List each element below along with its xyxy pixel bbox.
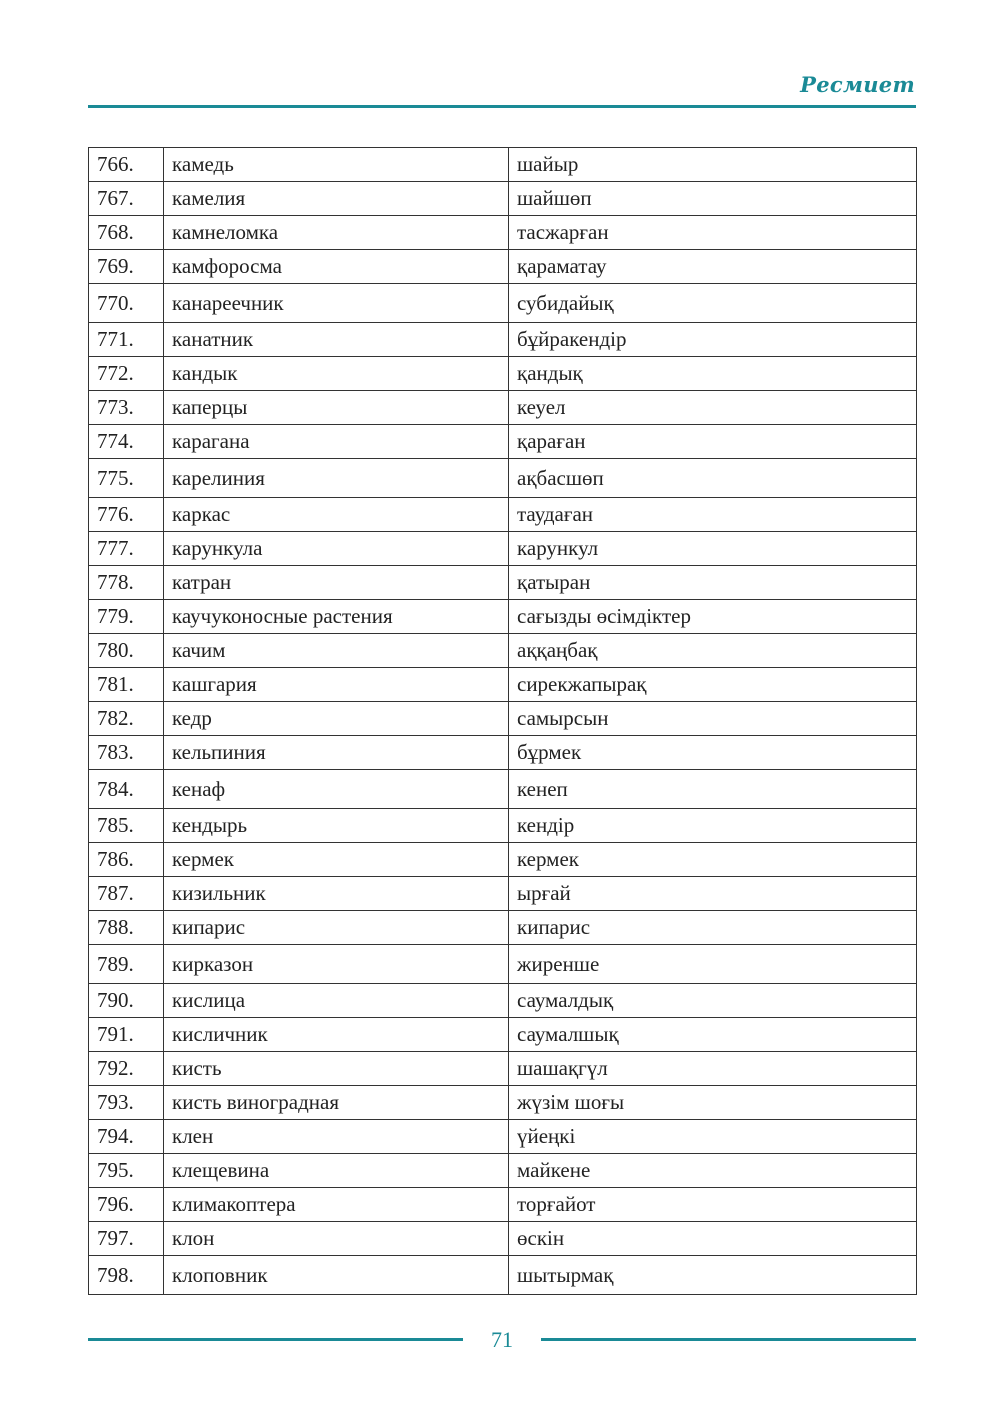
- table-row: [89, 284, 917, 323]
- kazakh-term: қандық: [509, 357, 917, 391]
- table-row: [89, 532, 917, 566]
- entry-number: 794.: [89, 1120, 164, 1154]
- kazakh-term: ырғай: [509, 877, 917, 911]
- russian-term: климакоптера: [164, 1188, 509, 1222]
- kazakh-term: аққаңбақ: [509, 634, 917, 668]
- kazakh-term: майкене: [509, 1154, 917, 1188]
- kazakh-term: сирекжапырақ: [509, 668, 917, 702]
- table-row: [89, 1188, 917, 1222]
- entry-number: 791.: [89, 1018, 164, 1052]
- russian-term: карагана: [164, 425, 509, 459]
- russian-term: каучуконосные растения: [164, 600, 509, 634]
- table-row: [89, 911, 917, 945]
- table-row: [89, 736, 917, 770]
- kazakh-term: жиренше: [509, 945, 917, 984]
- entry-number: 774.: [89, 425, 164, 459]
- entry-number: 772.: [89, 357, 164, 391]
- footer-divider-left: [88, 1338, 463, 1341]
- entry-number: 776.: [89, 498, 164, 532]
- kazakh-term: өскін: [509, 1222, 917, 1256]
- kazakh-term: бұйракендір: [509, 323, 917, 357]
- table-row: [89, 357, 917, 391]
- russian-term: канареечник: [164, 284, 509, 323]
- russian-term: каперцы: [164, 391, 509, 425]
- russian-term: канатник: [164, 323, 509, 357]
- table-row: [89, 459, 917, 498]
- kazakh-term: шытырмақ: [509, 1256, 917, 1295]
- entry-number: 793.: [89, 1086, 164, 1120]
- table-row: [89, 1052, 917, 1086]
- kazakh-term: таудаған: [509, 498, 917, 532]
- russian-term: клон: [164, 1222, 509, 1256]
- kazakh-term: шайшөп: [509, 182, 917, 216]
- table-row: [89, 702, 917, 736]
- kazakh-term: тасжарған: [509, 216, 917, 250]
- entry-number: 766.: [89, 148, 164, 182]
- kazakh-term: қараматау: [509, 250, 917, 284]
- page-header-title: Ресмиет: [800, 72, 915, 97]
- entry-number: 771.: [89, 323, 164, 357]
- kazakh-term: кеуел: [509, 391, 917, 425]
- table-row: [89, 216, 917, 250]
- russian-term: катран: [164, 566, 509, 600]
- entry-number: 789.: [89, 945, 164, 984]
- table-row: [89, 250, 917, 284]
- kazakh-term: қатыран: [509, 566, 917, 600]
- russian-term: кирказон: [164, 945, 509, 984]
- entry-number: 796.: [89, 1188, 164, 1222]
- kazakh-term: карункул: [509, 532, 917, 566]
- russian-term: клен: [164, 1120, 509, 1154]
- table-row: [89, 566, 917, 600]
- table-row: [89, 1222, 917, 1256]
- kazakh-term: ақбасшөп: [509, 459, 917, 498]
- entry-number: 785.: [89, 809, 164, 843]
- entry-number: 773.: [89, 391, 164, 425]
- russian-term: клоповник: [164, 1256, 509, 1295]
- table-row: [89, 148, 917, 182]
- table-row: [89, 945, 917, 984]
- table-row: [89, 1256, 917, 1295]
- entry-number: 767.: [89, 182, 164, 216]
- entry-number: 779.: [89, 600, 164, 634]
- table-row: [89, 1120, 917, 1154]
- entry-number: 780.: [89, 634, 164, 668]
- russian-term: кенаф: [164, 770, 509, 809]
- glossary-table: [88, 147, 917, 1295]
- russian-term: карункула: [164, 532, 509, 566]
- table-row: [89, 182, 917, 216]
- table-row: [89, 1086, 917, 1120]
- kazakh-term: самырсын: [509, 702, 917, 736]
- kazakh-term: қараған: [509, 425, 917, 459]
- entry-number: 782.: [89, 702, 164, 736]
- glossary-table-body: [89, 148, 917, 1295]
- kazakh-term: кенеп: [509, 770, 917, 809]
- entry-number: 778.: [89, 566, 164, 600]
- russian-term: кизильник: [164, 877, 509, 911]
- kazakh-term: кипарис: [509, 911, 917, 945]
- entry-number: 797.: [89, 1222, 164, 1256]
- russian-term: кисличник: [164, 1018, 509, 1052]
- entry-number: 769.: [89, 250, 164, 284]
- table-row: [89, 770, 917, 809]
- russian-term: кисть виноградная: [164, 1086, 509, 1120]
- russian-term: клещевина: [164, 1154, 509, 1188]
- table-row: [89, 600, 917, 634]
- russian-term: кермек: [164, 843, 509, 877]
- kazakh-term: субидайық: [509, 284, 917, 323]
- entry-number: 795.: [89, 1154, 164, 1188]
- entry-number: 777.: [89, 532, 164, 566]
- entry-number: 792.: [89, 1052, 164, 1086]
- russian-term: камнеломка: [164, 216, 509, 250]
- russian-term: кислица: [164, 984, 509, 1018]
- entry-number: 783.: [89, 736, 164, 770]
- kazakh-term: кермек: [509, 843, 917, 877]
- table-row: [89, 498, 917, 532]
- entry-number: 775.: [89, 459, 164, 498]
- table-row: [89, 323, 917, 357]
- russian-term: карелиния: [164, 459, 509, 498]
- kazakh-term: үйеңкі: [509, 1120, 917, 1154]
- table-row: [89, 843, 917, 877]
- russian-term: кипарис: [164, 911, 509, 945]
- russian-term: кендырь: [164, 809, 509, 843]
- footer-divider-right: [541, 1338, 916, 1341]
- table-row: [89, 877, 917, 911]
- page-number: 71: [491, 1327, 513, 1352]
- russian-term: кельпиния: [164, 736, 509, 770]
- kazakh-term: шашақгүл: [509, 1052, 917, 1086]
- table-row: [89, 1154, 917, 1188]
- russian-term: камфоросма: [164, 250, 509, 284]
- table-row: [89, 634, 917, 668]
- entry-number: 798.: [89, 1256, 164, 1295]
- table-row: [89, 668, 917, 702]
- russian-term: качим: [164, 634, 509, 668]
- kazakh-term: торғайот: [509, 1188, 917, 1222]
- russian-term: кедр: [164, 702, 509, 736]
- entry-number: 787.: [89, 877, 164, 911]
- entry-number: 770.: [89, 284, 164, 323]
- kazakh-term: саумалшық: [509, 1018, 917, 1052]
- kazakh-term: саумалдық: [509, 984, 917, 1018]
- entry-number: 781.: [89, 668, 164, 702]
- table-row: [89, 391, 917, 425]
- kazakh-term: кендір: [509, 809, 917, 843]
- russian-term: кандык: [164, 357, 509, 391]
- russian-term: камедь: [164, 148, 509, 182]
- kazakh-term: сағызды өсімдіктер: [509, 600, 917, 634]
- russian-term: каркас: [164, 498, 509, 532]
- kazakh-term: шайыр: [509, 148, 917, 182]
- table-row: [89, 425, 917, 459]
- entry-number: 788.: [89, 911, 164, 945]
- kazakh-term: бұрмек: [509, 736, 917, 770]
- entry-number: 768.: [89, 216, 164, 250]
- table-row: [89, 984, 917, 1018]
- table-row: [89, 809, 917, 843]
- entry-number: 786.: [89, 843, 164, 877]
- russian-term: камелия: [164, 182, 509, 216]
- kazakh-term: жүзім шоғы: [509, 1086, 917, 1120]
- entry-number: 784.: [89, 770, 164, 809]
- entry-number: 790.: [89, 984, 164, 1018]
- header-divider: [88, 105, 916, 108]
- russian-term: кашгария: [164, 668, 509, 702]
- table-row: [89, 1018, 917, 1052]
- russian-term: кисть: [164, 1052, 509, 1086]
